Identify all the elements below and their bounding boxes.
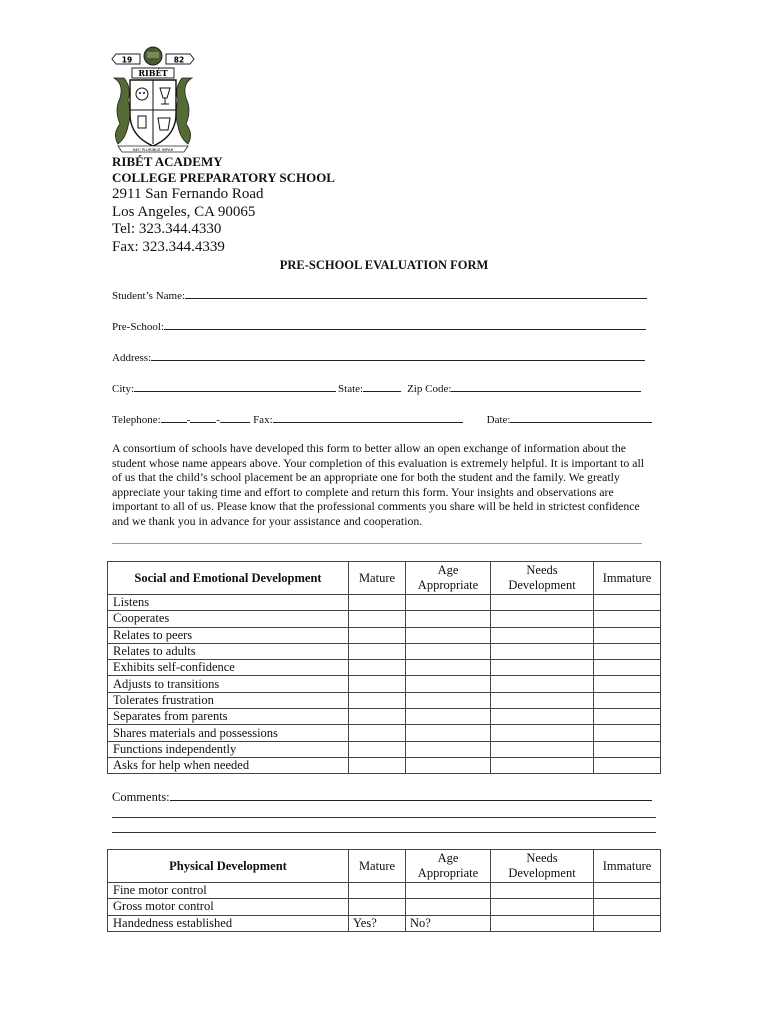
school-subtitle: COLLEGE PREPARATORY SCHOOL: [112, 170, 335, 185]
table-row: [108, 757, 661, 773]
rating-cell[interactable]: [491, 883, 594, 899]
rating-cell[interactable]: [406, 757, 491, 773]
rating-cell[interactable]: [491, 709, 594, 725]
criterion-label: Handedness established: [108, 915, 349, 931]
rating-cell[interactable]: [349, 676, 406, 692]
criterion-label: Tolerates frustration: [108, 692, 349, 708]
rating-cell[interactable]: [491, 660, 594, 676]
rating-cell[interactable]: [349, 643, 406, 659]
table-row: [108, 660, 661, 676]
rating-cell[interactable]: [594, 883, 661, 899]
rating-cell[interactable]: [406, 595, 491, 611]
rating-cell[interactable]: [594, 611, 661, 627]
criterion-label: Cooperates: [108, 611, 349, 627]
telephone-label: Telephone:: [112, 414, 161, 426]
comments-field[interactable]: [170, 789, 652, 801]
rating-cell[interactable]: [349, 709, 406, 725]
criterion-label: Relates to adults: [108, 643, 349, 659]
comments-line[interactable]: [112, 817, 656, 818]
rating-cell[interactable]: [406, 883, 491, 899]
rating-cell[interactable]: [406, 643, 491, 659]
table-row: [108, 899, 661, 915]
rating-cell[interactable]: [349, 757, 406, 773]
date-label: Date:: [486, 414, 511, 426]
state-field[interactable]: [363, 380, 401, 392]
school-crest: [110, 44, 196, 156]
rating-cell[interactable]: [594, 709, 661, 725]
column-mature: Mature: [349, 562, 406, 595]
rating-cell[interactable]: [594, 757, 661, 773]
fax-field[interactable]: [273, 411, 463, 423]
table-row: [108, 725, 661, 741]
telephone-prefix-field[interactable]: [190, 411, 216, 423]
table-header-row: [108, 850, 661, 883]
rating-cell[interactable]: [491, 725, 594, 741]
column-age-line1: Age: [437, 563, 459, 577]
rating-cell[interactable]: [594, 692, 661, 708]
zip-field[interactable]: [451, 380, 641, 392]
crest-year-left: 19: [121, 55, 133, 65]
column-age-appropriate: [406, 562, 491, 595]
rating-cell[interactable]: [594, 660, 661, 676]
intro-paragraph: A consortium of schools have developed this form to better allow an open exchange of information about the student whose name appears above. Your completion of this evaluation is extremely helpful. It is important to all of us that the child’s school placement be an appropriate one for both the student and the family. We greatly appreciate your taking time and effort to complete and return this form. Your insights and observations are important to all of us. Please know that the professional comments you share will be held in strictest confidence and we thank you in advance for your assistance and cooperation.: [112, 441, 645, 528]
city-row: [112, 380, 643, 394]
criterion-label: Fine motor control: [108, 883, 349, 899]
rating-cell[interactable]: [594, 725, 661, 741]
crest-motto: NEC PLURIBUS IMPAR: [132, 147, 174, 152]
social-section-title: Social and Emotional Development: [108, 562, 349, 595]
zip-label: Zip Code:: [407, 383, 452, 395]
rating-cell[interactable]: [491, 595, 594, 611]
rating-cell[interactable]: [349, 899, 406, 915]
rating-cell[interactable]: [406, 899, 491, 915]
rating-cell[interactable]: [594, 627, 661, 643]
rating-cell[interactable]: [491, 643, 594, 659]
criterion-label: Functions independently: [108, 741, 349, 757]
column-needs-line1: Needs: [526, 563, 558, 577]
city-address: Los Angeles, CA 90065: [112, 203, 256, 220]
telephone-number: Tel: 323.344.4330: [112, 221, 222, 237]
table-header-row: [108, 562, 661, 595]
rating-cell[interactable]: [594, 741, 661, 757]
criterion-label: Relates to peers: [108, 627, 349, 643]
table-row: [108, 611, 661, 627]
divider: [112, 543, 642, 544]
column-age-line2: Appropriate: [417, 866, 479, 880]
criterion-label: Shares materials and possessions: [108, 725, 349, 741]
rating-cell[interactable]: [491, 692, 594, 708]
table-row: [108, 741, 661, 757]
city-label: City:: [112, 383, 135, 395]
criterion-label: Adjusts to transitions: [108, 676, 349, 692]
rating-cell[interactable]: [594, 595, 661, 611]
rating-cell[interactable]: [406, 741, 491, 757]
column-age-line1: Age: [437, 851, 459, 865]
telephone-row: [112, 411, 654, 425]
telephone-line-field[interactable]: [220, 411, 250, 423]
rating-cell[interactable]: [406, 676, 491, 692]
column-needs-development: [491, 562, 594, 595]
telephone-separator: -: [216, 414, 221, 426]
form-title-text: PRE-SCHOOL EVALUATION FORM: [279, 258, 489, 272]
rating-cell[interactable]: [406, 660, 491, 676]
table-row: [108, 627, 661, 643]
rating-cell[interactable]: [406, 725, 491, 741]
rating-cell[interactable]: [491, 757, 594, 773]
physical-section-title: Physical Development: [108, 850, 349, 883]
form-title: [0, 258, 770, 273]
student-name-field[interactable]: [185, 287, 647, 299]
rating-cell[interactable]: [406, 611, 491, 627]
criterion-label: Listens: [108, 595, 349, 611]
social-rows: [108, 595, 661, 774]
rating-cell[interactable]: [594, 899, 661, 915]
table-row: [108, 709, 661, 725]
rating-cell[interactable]: [406, 692, 491, 708]
rating-cell[interactable]: [594, 643, 661, 659]
rating-cell[interactable]: No?: [406, 915, 491, 931]
pre-school-field[interactable]: [164, 318, 646, 330]
date-field[interactable]: [510, 411, 652, 423]
column-immature: Immature: [594, 562, 661, 595]
table-row: [108, 595, 661, 611]
criterion-label: Exhibits self-confidence: [108, 660, 349, 676]
pre-school-row: [112, 318, 648, 332]
social-emotional-table: [107, 561, 661, 774]
crest-year-right: 82: [173, 55, 185, 65]
rating-cell[interactable]: [491, 676, 594, 692]
school-name-block: [112, 154, 335, 186]
rating-cell[interactable]: [349, 660, 406, 676]
rating-cell[interactable]: [349, 627, 406, 643]
column-needs-line2: Development: [508, 866, 576, 880]
rating-cell[interactable]: [491, 899, 594, 915]
rating-cell[interactable]: [349, 595, 406, 611]
rating-cell[interactable]: [594, 676, 661, 692]
school-address-block: [112, 186, 264, 256]
address-label: Address:: [112, 352, 152, 364]
column-needs-line1: Needs: [526, 851, 558, 865]
fax-number: Fax: 323.344.4339: [112, 238, 225, 255]
street-address: 2911 San Fernando Road: [112, 186, 264, 202]
student-name-label: Student’s Name:: [112, 290, 186, 302]
rating-cell[interactable]: [406, 709, 491, 725]
column-immature: Immature: [594, 850, 661, 883]
fax-label: Fax:: [253, 414, 273, 426]
rating-cell[interactable]: [349, 725, 406, 741]
rating-cell[interactable]: [406, 627, 491, 643]
rating-cell[interactable]: [491, 741, 594, 757]
criterion-label: Gross motor control: [108, 899, 349, 915]
physical-development-table: [107, 849, 661, 932]
rating-cell[interactable]: Yes?: [349, 915, 406, 931]
address-field[interactable]: [151, 349, 645, 361]
column-needs-line2: Development: [508, 578, 576, 592]
comments-row: [112, 789, 658, 805]
column-age-line2: Appropriate: [417, 578, 479, 592]
table-row: [108, 883, 661, 899]
criterion-label: Separates from parents: [108, 709, 349, 725]
column-age-appropriate: [406, 850, 491, 883]
rating-cell[interactable]: [491, 915, 594, 931]
rating-cell[interactable]: [594, 915, 661, 931]
comments-line[interactable]: [112, 832, 656, 833]
school-name: RIBÉT ACADEMY: [112, 154, 223, 169]
physical-rows: [108, 883, 661, 932]
rating-cell[interactable]: [349, 741, 406, 757]
telephone-area-field[interactable]: [161, 411, 187, 423]
address-row: [112, 349, 647, 363]
rating-cell[interactable]: [491, 627, 594, 643]
student-name-row: [112, 287, 649, 301]
table-row: [108, 643, 661, 659]
crest-banner-text: RIBÉT: [138, 68, 168, 78]
rating-cell[interactable]: [349, 692, 406, 708]
state-label: State:: [338, 383, 364, 395]
table-row: [108, 676, 661, 692]
rating-cell[interactable]: [349, 611, 406, 627]
rating-cell[interactable]: [491, 611, 594, 627]
pre-school-label: Pre-School:: [112, 321, 164, 333]
table-row: [108, 692, 661, 708]
city-field[interactable]: [134, 380, 336, 392]
criterion-label: Asks for help when needed: [108, 757, 349, 773]
table-row: [108, 915, 661, 931]
column-mature: Mature: [349, 850, 406, 883]
comments-label: Comments:: [112, 790, 170, 804]
rating-cell[interactable]: [349, 883, 406, 899]
column-needs-development: [491, 850, 594, 883]
telephone-separator: -: [186, 414, 191, 426]
